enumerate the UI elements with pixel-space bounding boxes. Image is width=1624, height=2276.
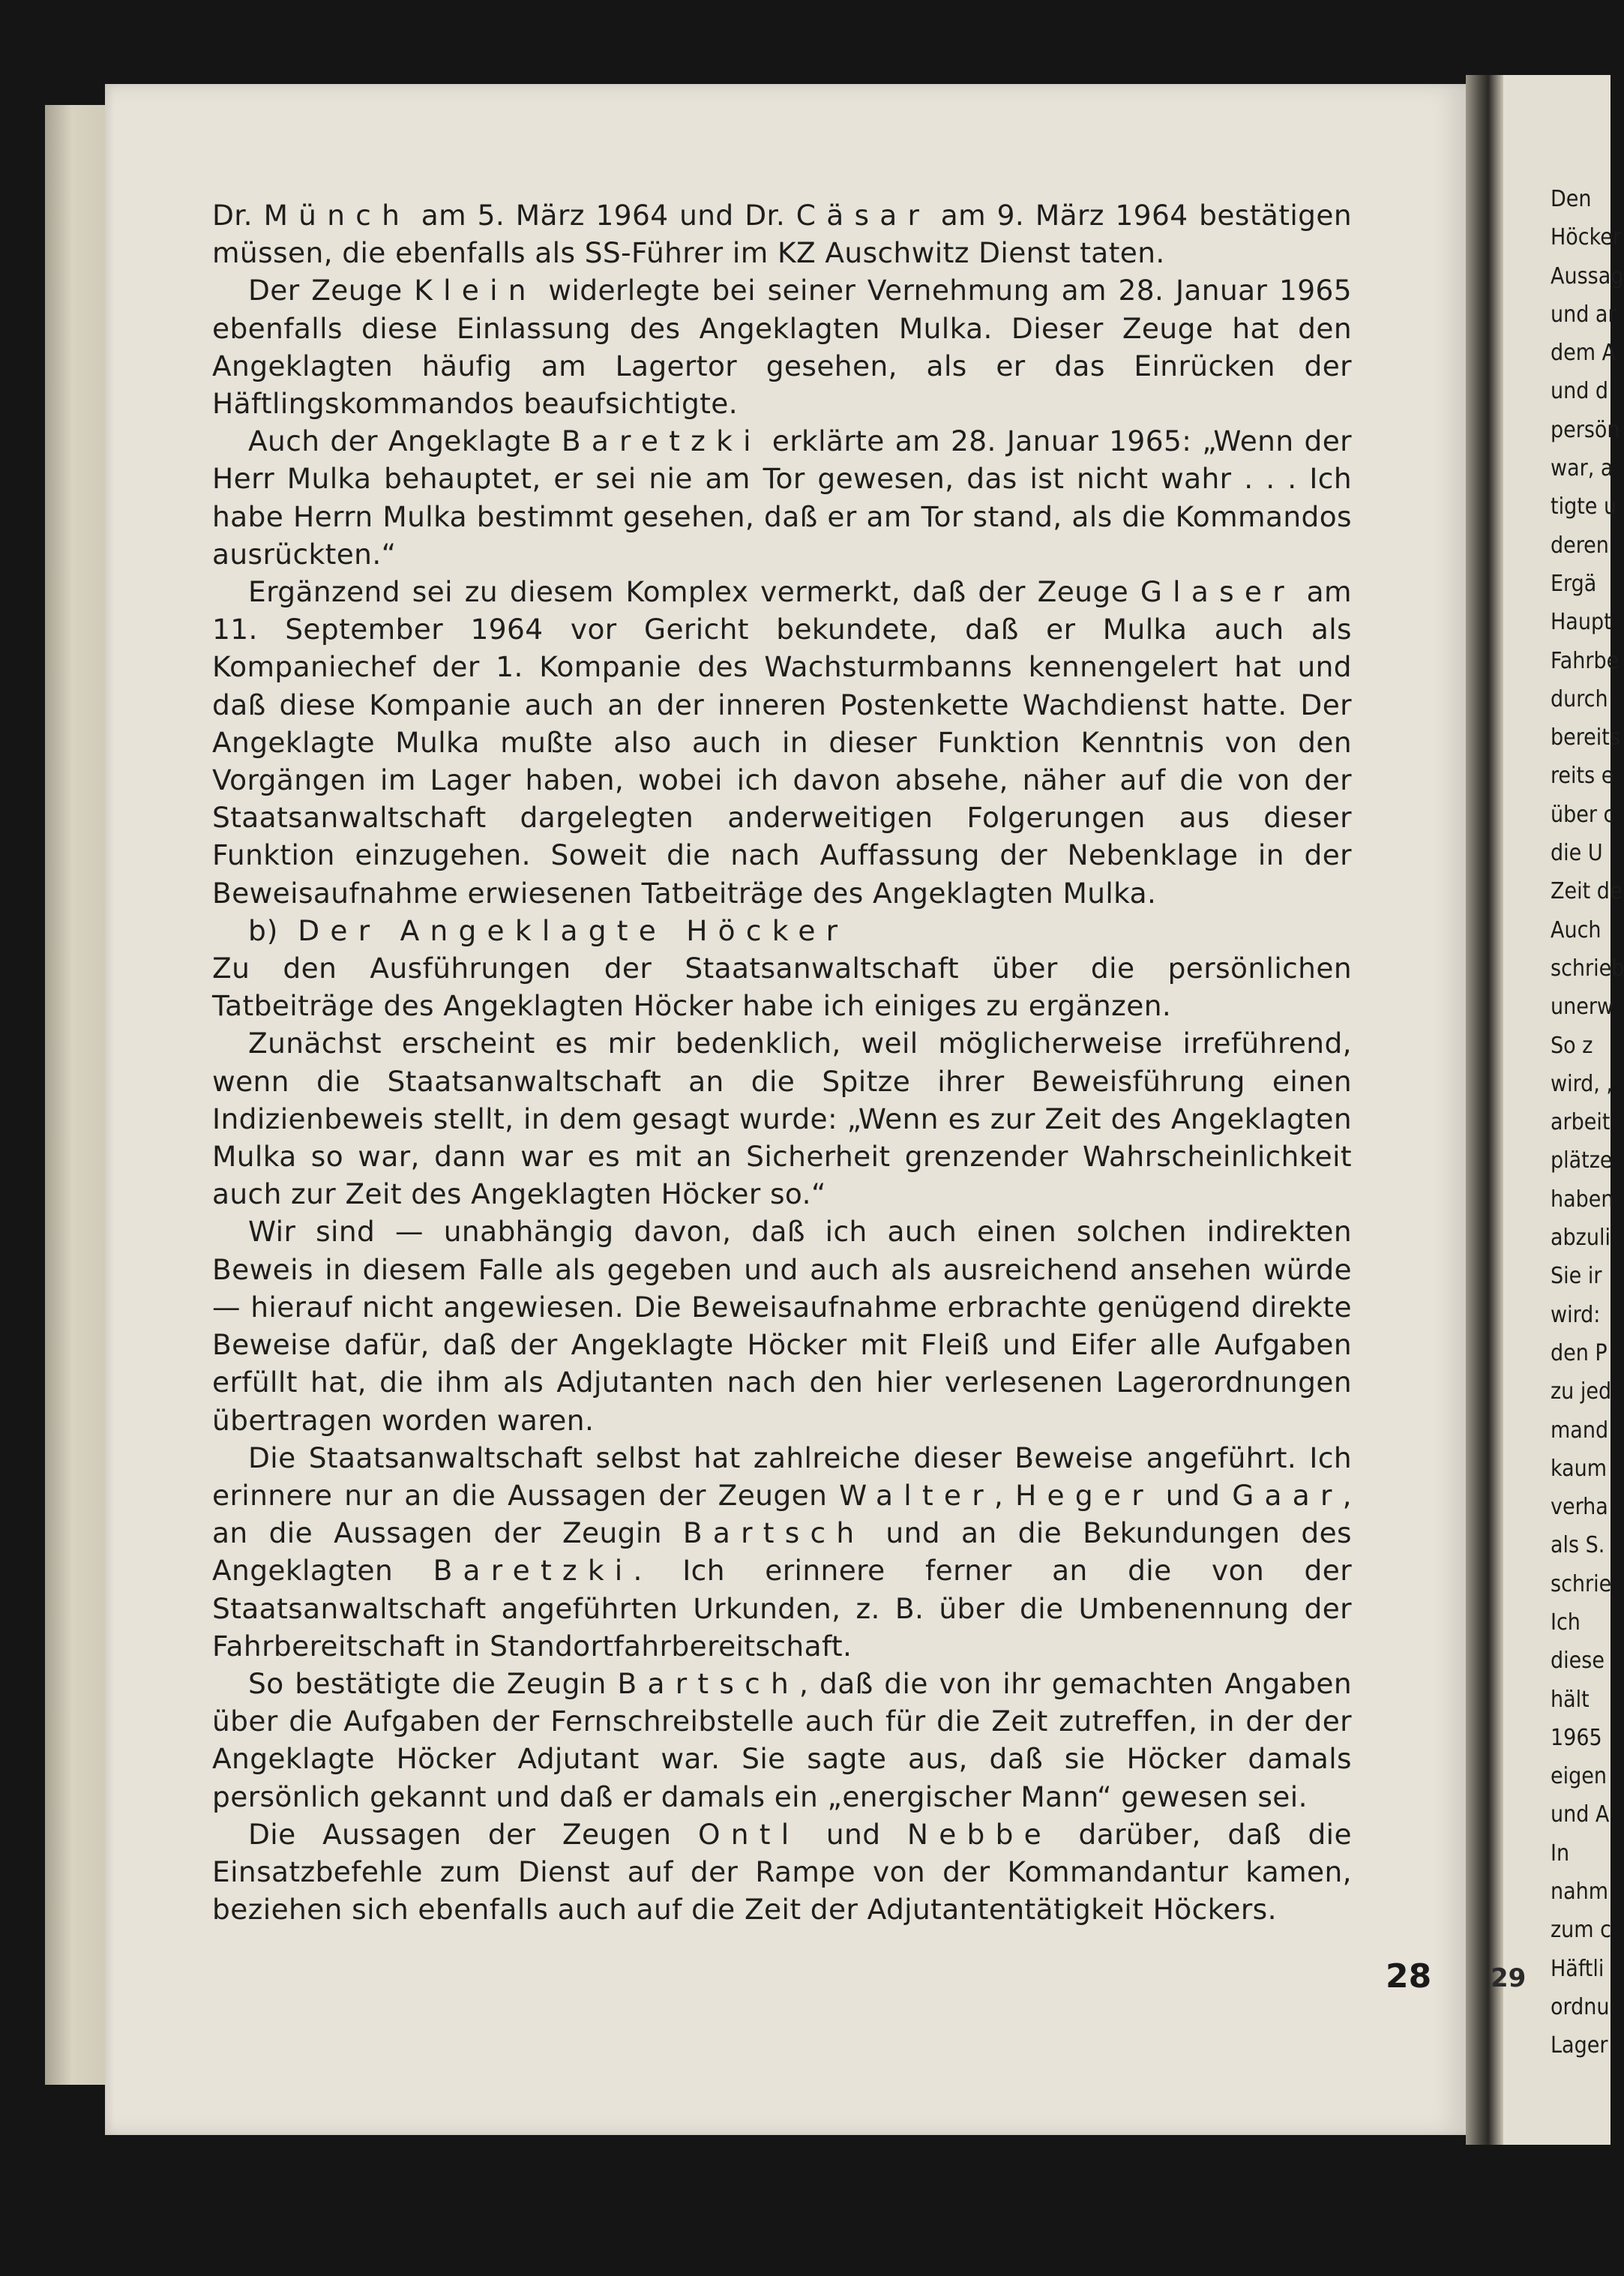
hoecker-section: [212, 949, 1352, 1928]
spaced-name: Münch: [263, 199, 411, 232]
text-run: und: [1153, 1478, 1233, 1512]
right-page-line: zum c: [1551, 1917, 1611, 1944]
book-gutter: [1466, 75, 1503, 2145]
text-run: und: [799, 1817, 907, 1851]
right-page-line: diese: [1551, 1648, 1605, 1675]
spaced-name: Baretzki: [561, 424, 762, 458]
right-page-line: Sie ir: [1551, 1263, 1602, 1290]
right-page-line: zu jed: [1551, 1378, 1612, 1405]
text-run: Zu den Ausführungen der Staatsanwaltschaft über die persönlichen Tatbeiträge des Angeklagten Höcker habe ich einiges zu ergänzen.: [212, 952, 1352, 1023]
right-page-line: So z: [1551, 1032, 1593, 1059]
right-page-line: Auch: [1551, 916, 1602, 943]
text-run: am 5. März 1964 und Dr.: [410, 199, 796, 232]
section-heading: [212, 912, 1352, 949]
spaced-name: Bartsch: [682, 1516, 865, 1550]
spaced-name: Bartsch: [617, 1666, 799, 1700]
right-page-line: kaum: [1551, 1455, 1608, 1482]
right-page-line: ordnu: [1551, 1993, 1610, 2020]
section-heading-label: b): [248, 913, 279, 947]
right-page-line: abzuli: [1551, 1225, 1611, 1252]
right-page-line: persön: [1551, 416, 1620, 443]
text-run: So bestätigte die Zeugin: [248, 1666, 618, 1700]
right-page-line: den P: [1551, 1339, 1608, 1366]
paragraph: [212, 573, 1352, 912]
spaced-name: Nebbe: [906, 1817, 1052, 1851]
next-page-number: 29: [1491, 1963, 1527, 1993]
right-page-line: bereits: [1551, 724, 1620, 751]
right-page-line: wird, ,: [1551, 1070, 1613, 1097]
right-page-line: eigen: [1551, 1763, 1607, 1790]
text-run: Ergänzend sei zu diesem Komplex vermerkt, daß der Zeuge: [248, 575, 1140, 609]
right-page-line: deren: [1551, 532, 1609, 559]
right-page-line: über c: [1551, 801, 1615, 828]
text-run: , an die Aussagen der Zeugin: [212, 1478, 1352, 1550]
right-page-line: Lager: [1551, 2032, 1608, 2059]
right-page-line: Zeit de: [1551, 878, 1623, 905]
text-run: darüber, daß die Einsatzbefehle zum Dienst auf der Rampe von der Kommandantur kamen, beziehen sich ebenfalls auch auf die Zeit der Adjutantentätigkeit Höckers.: [212, 1817, 1352, 1927]
text-run: Der Zeuge: [248, 274, 415, 307]
paragraph: [212, 422, 1352, 573]
paragraph: [212, 1665, 1352, 1816]
page-body-text: [212, 196, 1352, 1928]
paragraph: [212, 1213, 1352, 1438]
right-page-line: dem A: [1551, 340, 1617, 367]
right-page-line: Haupt: [1551, 609, 1612, 636]
right-page-line: die U: [1551, 840, 1603, 867]
text-run: ,: [993, 1478, 1016, 1512]
right-page-line: wird:: [1551, 1301, 1601, 1328]
right-page-line: In: [1551, 1840, 1570, 1867]
paragraph: [212, 949, 1352, 1024]
text-run: Die Staatsanwaltschaft selbst hat zahlreiche dieser Beweise angeführt. Ich erinnere nur an die Aussagen der Zeugen: [212, 1441, 1352, 1512]
right-page-line: war, a: [1551, 455, 1614, 482]
text-run: erklärte am 28. Januar 1965: „Wenn der Herr Mulka behauptet, er sei nie am Tor gewesen, das ist nicht wahr . . . Ich habe Herrn Mulka bestimmt gesehen, daß er am Tor stand, als die Kommandos ausrückten.“: [212, 424, 1352, 571]
section-heading-text: Der Angeklagte Höcker: [298, 913, 849, 947]
text-run: Dr.: [212, 199, 264, 232]
right-page-line: unerw: [1551, 994, 1614, 1021]
paragraph: [212, 271, 1352, 422]
page-number: 28: [1386, 1957, 1432, 1996]
right-page-line: tigte u: [1551, 493, 1617, 520]
book-edge-left: [45, 105, 112, 2085]
right-page-line: und ar: [1551, 301, 1617, 328]
text-run: Die Aussagen der Zeugen: [248, 1817, 698, 1851]
right-page-line: nahm: [1551, 1879, 1609, 1906]
text-run: Auch der Angeklagte: [248, 424, 562, 458]
right-page-line: verha: [1551, 1494, 1608, 1521]
spaced-name: Gaar: [1232, 1478, 1343, 1512]
right-page-line: Ich: [1551, 1609, 1581, 1636]
right-page-line: 1965: [1551, 1724, 1602, 1751]
spaced-name: Baretzki: [433, 1554, 634, 1588]
text-run: , daß die von ihr gemachten Angaben über die Aufgaben der Fernschreibstelle auch für die Zeit zutreffen, in der der Angeklagte Höcker Adjutant war. Sie sagte aus, daß sie Höcker damals persönlich gekannt und daß er damals ein „energischer Mann“ gewesen sei.: [212, 1666, 1352, 1813]
right-page-line: arbeit: [1551, 1109, 1611, 1136]
right-page-line: Den: [1551, 186, 1592, 212]
text-run: am 11. September 1964 vor Gericht bekundete, daß er Mulka auch als Kompaniechef der 1. Kompanie des Wachsturmbanns kennengelert hat und daß diese Kompanie auch an der inneren Postenkette Wachdienst hatte. Der Angeklagte Mulka mußte also auch in dieser Funktion Kenntnis von den Vorgängen im Lager haben, wobei ich davon absehe, näher auf die von der Staatsanwaltschaft dargelegten anderweitigen Folgerungen aus dieser Funktion einzugehen. Soweit die nach Auffassung der Nebenklage in der Beweisaufnahme erwiesenen Tatbeiträge des Angeklagten Mulka.: [212, 575, 1352, 910]
paragraph: [212, 196, 1352, 271]
paragraph: [212, 1439, 1352, 1665]
text-run: am 9. März 1964 bestätigen müssen, die ebenfalls als SS-Führer im KZ Auschwitz Dienst taten.: [212, 199, 1352, 270]
right-page-line: plätze: [1551, 1147, 1613, 1174]
paragraph: [212, 1816, 1352, 1929]
right-page-line: als S.: [1551, 1532, 1605, 1559]
text-run: widerlegte bei seiner Vernehmung am 28. Januar 1965 ebenfalls diese Einlassung des Angeklagten Mulka. Dieser Zeuge hat den Angeklagten häufig am Lagertor gesehen, als er das Einrücken der Häftlingskommandos beaufsichtigte.: [212, 274, 1352, 421]
text-run: Wir sind — unabhängig davon, daß ich auch einen solchen indirekten Beweis in diesem Falle als gegeben und auch als ausreichend ansehen würde — hierauf nicht angewiesen. Die Beweisaufnahme erbrachte genügend direkte Beweise dafür, daß der Angeklagte Höcker mit Fleiß und Eifer alle Aufgaben erfüllt hat, die ihm als Adjutanten nach den hier verlesenen Lagerordnungen übertragen worden waren.: [212, 1215, 1352, 1437]
right-page-line: hält: [1551, 1686, 1590, 1713]
spaced-name: Klein: [414, 274, 537, 307]
text-run: . Ich erinnere ferner an die von der Staatsanwaltschaft angeführten Urkunden, z. B. über die Umbenennung der Fahrbereitschaft in Standortfahrbereitschaft.: [212, 1554, 1353, 1663]
spaced-name: Walter: [839, 1478, 994, 1512]
paragraph: [212, 1024, 1352, 1213]
text-run: und an die Bekundungen des Angeklagten: [212, 1516, 1352, 1588]
right-page-line: schrie: [1551, 1570, 1612, 1597]
spaced-name: Cäsar: [796, 199, 930, 232]
right-page-text-fragment: [1551, 180, 1624, 2065]
right-page-line: Fahrbe: [1551, 647, 1620, 674]
right-page-line: schrieb: [1551, 955, 1624, 982]
spaced-name: Glaser: [1140, 575, 1295, 609]
right-page-line: mand: [1551, 1417, 1609, 1444]
intro-section: [212, 196, 1352, 912]
right-page-line: Ergä: [1551, 570, 1597, 597]
spaced-name: Ontl: [697, 1817, 800, 1851]
right-page-line: Häftli: [1551, 1955, 1605, 1982]
right-page-line: reits e: [1551, 763, 1614, 790]
right-page-line: und d: [1551, 378, 1609, 405]
right-page-line: durch: [1551, 685, 1608, 712]
right-page-line: Aussag: [1551, 262, 1624, 289]
text-run: Zunächst erscheint es mir bedenklich, weil möglicherweise irreführend, wenn die Staatsanwaltschaft an die Spitze ihrer Beweisführung einen Indizienbeweis stellt, in dem gesagt wurde: „Wenn es zur Zeit des Angeklagten Mulka so war, dann war es mit an Sicherheit grenzender Wahrscheinlichkeit auch zur Zeit des Angeklagten Höcker so.“: [212, 1027, 1352, 1211]
right-page-line: und A: [1551, 1801, 1610, 1828]
spaced-name: Heger: [1015, 1478, 1154, 1512]
right-page-line: haben: [1551, 1186, 1614, 1213]
right-page-line: Höcker: [1551, 224, 1621, 251]
